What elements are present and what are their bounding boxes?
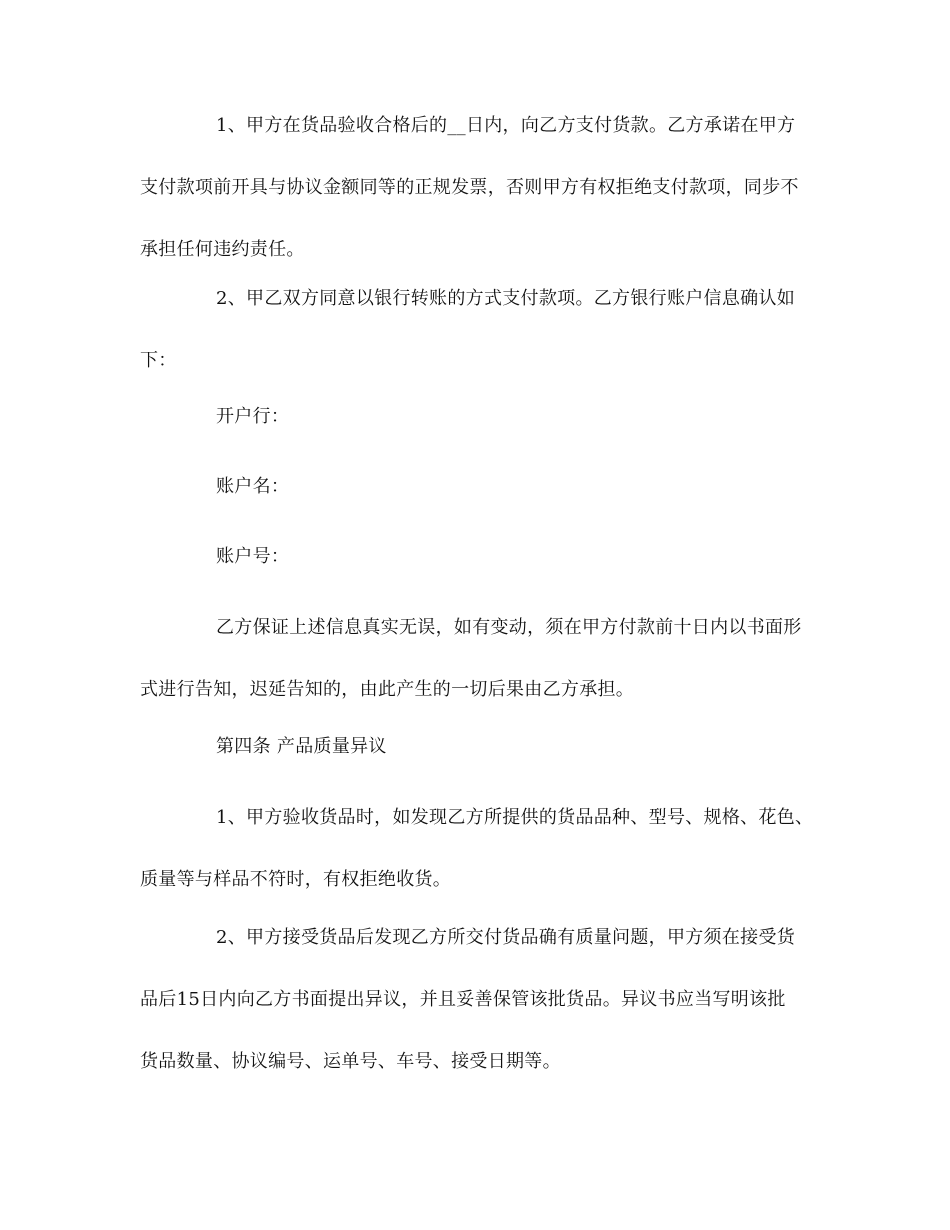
- text-line: [140, 386, 820, 448]
- text-line: [140, 526, 820, 588]
- paragraph-quality-objection: [140, 907, 820, 1093]
- text-line-content: 1、甲方在货品验收合格后的__日内，向乙方支付货款。乙方承诺在甲方: [216, 115, 796, 136]
- paragraph-bank-transfer: [140, 268, 820, 392]
- paragraph-payment-terms: [140, 95, 820, 281]
- text-line-content: 2、甲方接受货品后发现乙方所交付货品确有质量问题，甲方须在接受货: [216, 927, 796, 948]
- field-account-name: [140, 456, 820, 518]
- field-account-number: [140, 526, 820, 588]
- text-line: [140, 716, 820, 778]
- text-line: 品后15日内向乙方书面提出异议，并且妥善保管该批货品。异议书应当写明该批: [140, 989, 786, 1010]
- paragraph-info-guarantee: [140, 597, 820, 721]
- text-line: 承担任何违约责任。: [140, 239, 305, 260]
- text-line: 下：: [140, 350, 177, 371]
- text-line-content: 开户行：: [216, 406, 290, 427]
- field-bank-name: [140, 386, 820, 448]
- text-line: 质量等与样品不符时，有权拒绝收货。: [140, 869, 452, 890]
- text-line: [140, 787, 820, 849]
- text-line-content: 1、甲方验收货品时，如发现乙方所提供的货品品种、型号、规格、花色、: [216, 807, 814, 828]
- text-line-content: 乙方保证上述信息真实无误，如有变动，须在甲方付款前十日内以书面形: [216, 617, 802, 638]
- text-line: [140, 907, 820, 969]
- text-line: 式进行告知，迟延告知的，由此产生的一切后果由乙方承担。: [140, 679, 635, 700]
- section-heading-article-4: [140, 716, 820, 778]
- text-line: [140, 456, 820, 518]
- text-line-content: 账户名：: [216, 476, 290, 497]
- text-line-content: 2、甲乙双方同意以银行转账的方式支付款项。乙方银行账户信息确认如: [216, 288, 796, 309]
- text-line: [140, 268, 820, 330]
- text-line: 货品数量、协议编号、运单号、车号、接受日期等。: [140, 1051, 561, 1072]
- paragraph-inspection-reject: [140, 787, 820, 911]
- text-line: [140, 95, 820, 157]
- text-line: 支付款项前开具与协议金额同等的正规发票，否则甲方有权拒绝支付款项，同步不: [140, 177, 799, 198]
- text-line-content: 第四条 产品质量异议: [216, 736, 387, 757]
- text-line-content: 账户号：: [216, 546, 290, 567]
- text-line: [140, 597, 820, 659]
